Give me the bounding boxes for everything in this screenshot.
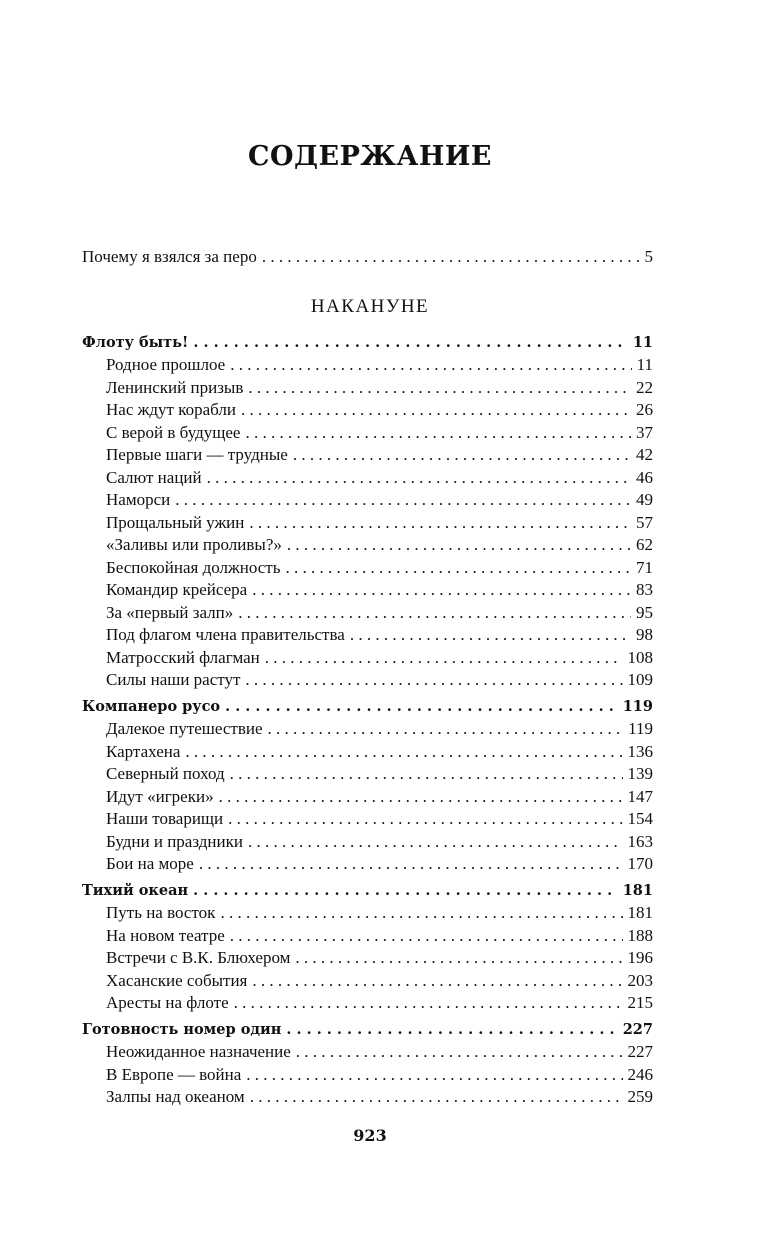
toc-entry [106,831,653,853]
toc-entry-title: На новом театре [106,925,225,945]
toc-entry-title: Бои на море [106,854,194,873]
toc-entry [106,1064,653,1086]
dot-leader [238,602,631,624]
toc-entry-page: 109 [627,670,653,689]
toc-entry-page: 188 [627,925,653,945]
toc-entry-title: Матросский флагман [106,647,260,667]
toc-chapter [82,1019,653,1041]
toc-entry [106,557,653,579]
toc-entry-title: Нас ждут корабли [106,400,236,419]
toc-chapter [82,880,653,902]
toc-entry [106,902,653,924]
dot-leader [265,647,623,669]
toc-chapter-page: 119 [622,698,653,715]
toc-entry [106,489,653,511]
toc-entry-title: Аресты на флоте [106,993,229,1012]
dot-leader [287,534,631,556]
toc-entry-title: Командир крейсера [106,580,248,599]
toc-entry-page: 83 [636,580,653,599]
toc-entry-page: 163 [627,831,653,851]
toc-entry-title: Беспокойная должность [106,557,281,577]
toc-entry [106,853,653,875]
dot-leader [250,1086,623,1108]
toc-entry-title: Прощальный ужин [106,512,245,532]
dot-leader [193,880,618,902]
toc-entry-page: 136 [627,741,653,761]
toc-entry-title: Ленинский призыв [106,377,244,397]
toc-entry-title: Наши товарищи [106,809,224,828]
dot-leader [252,970,622,992]
toc-entry-page: 49 [636,490,653,509]
toc-entry-page: 22 [636,377,653,397]
dot-leader [295,947,622,969]
dot-leader [230,763,623,785]
dot-leader [234,992,623,1014]
dot-leader [245,422,631,444]
toc-entry [106,467,653,489]
dot-leader [350,624,631,646]
toc-entry-title: Силы наши растут [106,670,241,689]
toc-entry [106,647,653,669]
toc-entry-intro [82,246,653,268]
section-heading: НАКАНУНЕ [310,296,430,317]
toc-entry-title: В Европе — война [106,1064,242,1084]
toc-entry-page: 11 [636,355,653,374]
toc-entry-title: Северный поход [106,764,225,783]
toc-entry-title: Далекое путешествие [106,719,263,738]
dot-leader [252,579,631,601]
toc-entry-title: С верой в будущее [106,422,241,442]
toc-entry-title: Под флагом члена правительства [106,625,345,644]
dot-leader [245,669,622,691]
toc-entry-title: Наморси [106,490,171,509]
toc-entry-page: 227 [627,1042,653,1061]
toc-entry-title: «Заливы или проливы?» [106,535,282,554]
dot-leader [175,489,631,511]
dot-leader [286,1019,617,1041]
toc-entry [106,947,653,969]
toc-entry-title: Встречи с В.К. Блюхером [106,948,291,967]
toc-entry [106,354,653,376]
toc-entry-page: 5 [644,247,653,266]
toc-entry-title: Будни и праздники [106,831,243,851]
toc-entry-page: 37 [636,422,653,442]
dot-leader [193,332,627,354]
toc-entry [106,512,653,534]
dot-leader [246,1064,622,1086]
toc-entry-page: 215 [627,993,653,1012]
dot-leader [207,467,631,489]
dot-leader [268,718,624,740]
dot-leader [248,377,631,399]
toc-entry [106,992,653,1014]
toc-entry-page: 181 [627,903,653,922]
toc-entry-title: Хасанские события [106,970,248,990]
toc-entry-title: Картахена [106,741,181,761]
toc-entry-page: 154 [627,809,653,828]
dot-leader [285,557,631,579]
toc-entry-page: 95 [636,602,653,622]
toc-entry-title: За «первый залп» [106,602,234,622]
toc-entry-page: 62 [636,535,653,554]
toc-chapter-page: 227 [622,1021,653,1038]
toc-entry-title: Неожиданное назначение [106,1042,291,1061]
dot-leader [185,741,622,763]
toc-entry-title: Первые шаги — трудные [106,445,288,464]
toc-entry-page: 119 [628,719,653,738]
dot-leader [230,354,631,376]
dot-leader [225,696,618,718]
toc-entry-page: 170 [627,854,653,873]
dot-leader [228,808,622,830]
toc-entry-title: Салют наций [106,467,202,487]
toc-entry-page: 57 [636,512,653,532]
toc-chapter-title: Готовность номер один [82,1021,282,1038]
toc-entry-page: 147 [627,786,653,806]
toc-entry-title: Путь на восток [106,903,216,922]
dot-leader [241,399,631,421]
toc-entry-page: 98 [636,625,653,644]
page-title: СОДЕРЖАНИЕ [248,141,492,172]
toc-entry-page: 26 [636,400,653,419]
toc-entry [106,808,653,830]
toc-entry-page: 108 [627,647,653,667]
toc-entry-page: 139 [627,764,653,783]
dot-leader [293,444,631,466]
toc-entry-page: 71 [636,557,653,577]
toc-chapter-title: Компанеро русо [82,698,221,715]
toc-entry-page: 246 [627,1064,653,1084]
toc-chapter-title: Тихий океан [82,882,189,899]
toc-entry-page: 42 [636,445,653,464]
toc-entry-title: Залпы над океаном [106,1087,245,1106]
toc-entry [106,1086,653,1108]
toc-entry-page: 259 [627,1087,653,1106]
toc-entry [106,741,653,763]
toc-entry [106,925,653,947]
toc-entry [106,763,653,785]
toc-entry-title: Идут «игреки» [106,786,214,806]
toc-chapter [82,332,653,354]
dot-leader [262,246,640,268]
toc-entry [106,534,653,556]
toc-entry-page: 46 [636,467,653,487]
toc-chapter-page: 181 [622,882,653,899]
dot-leader [230,925,623,947]
toc-chapter-title: Флоту быть! [82,334,189,351]
toc-entry [106,786,653,808]
dot-leader [248,831,623,853]
toc-entry-title: Почему я взялся за перо [82,247,257,266]
toc-entry-page: 203 [627,970,653,990]
dot-leader [220,902,622,924]
toc-entry-page: 196 [627,948,653,967]
toc-entry [106,1041,653,1063]
toc-entry [106,377,653,399]
page-number: 923 [353,1126,387,1145]
toc-entry [106,579,653,601]
toc-entry [106,602,653,624]
dot-leader [296,1041,623,1063]
toc-entry [106,718,653,740]
toc-chapter [82,696,653,718]
toc-entry [106,624,653,646]
toc-entry [106,422,653,444]
dot-leader [219,786,623,808]
toc-entry [106,669,653,691]
toc-entry [106,399,653,421]
toc-entry [106,444,653,466]
toc-chapter-page: 11 [632,334,653,351]
toc-entry [106,970,653,992]
dot-leader [199,853,623,875]
toc-entry-title: Родное прошлое [106,355,226,374]
dot-leader [249,512,631,534]
